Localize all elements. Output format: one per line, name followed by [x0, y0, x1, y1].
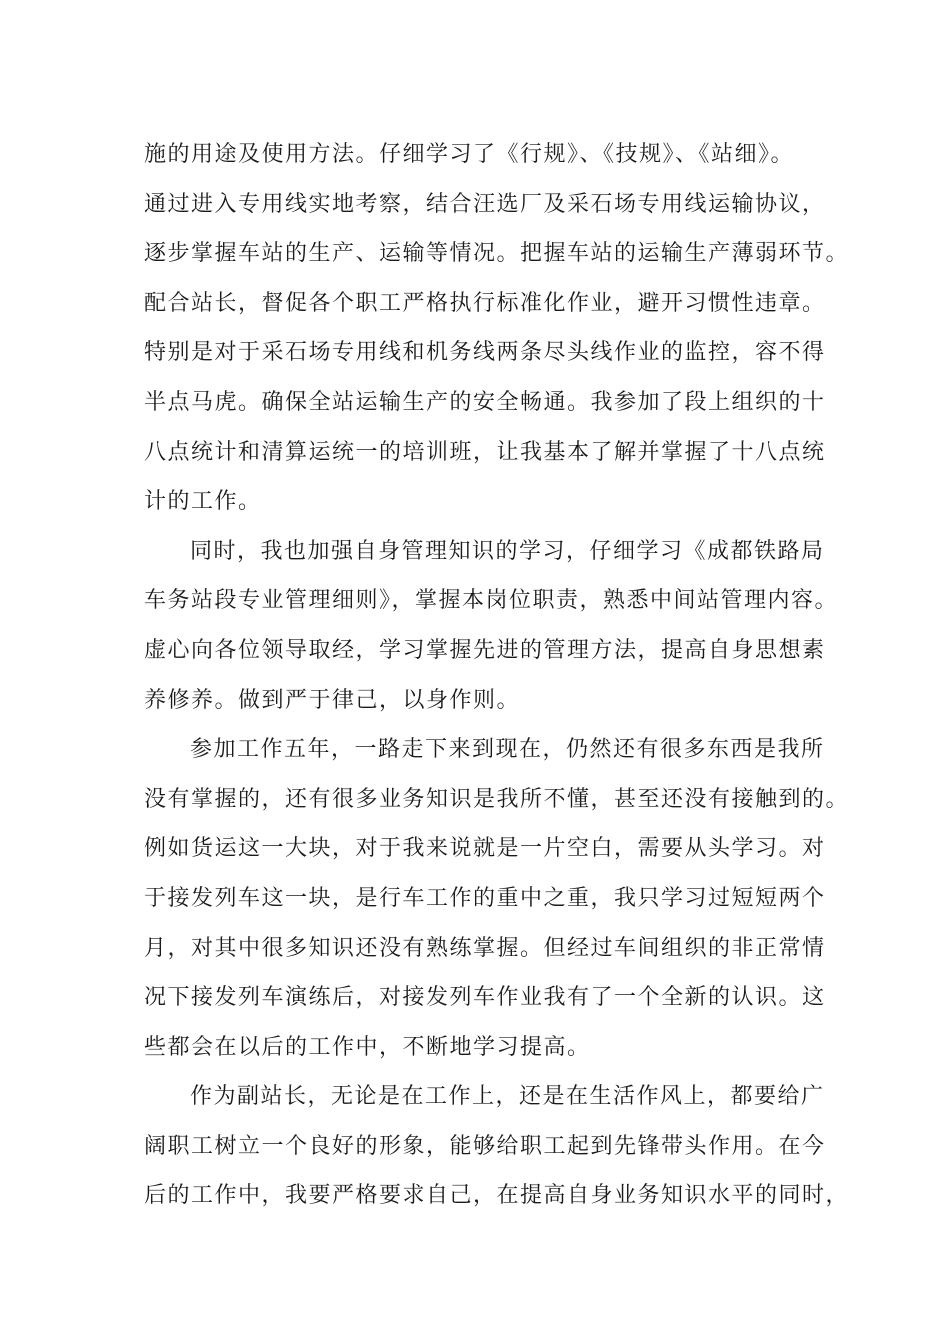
text-line: 通过进入专用线实地考察，结合汪选厂及采石场专用线运输协议，: [144, 191, 826, 217]
paragraph-first-line: 作为副站长，无论是在工作上，还是在生活作风上，都要给广: [190, 1084, 825, 1110]
text-line: 施的用途及使用方法。仔细学习了《行规》、《技规》、《站细》。: [144, 142, 795, 167]
paragraph-first-line: 参加工作五年，一路走下来到现在，仍然还有很多东西是我所: [190, 737, 825, 763]
text-line: 些都会在以后的工作中，不断地学习提高。: [144, 1034, 591, 1060]
text-line: 况下接发列车演练后，对接发列车作业我有了一个全新的认识。这: [144, 985, 826, 1011]
text-line: 没有掌握的，还有很多业务知识是我所不懂，甚至还没有接触到的。: [144, 786, 850, 812]
text-line: 配合站长，督促各个职工严格执行标准化作业，避开习惯性违章。: [144, 290, 826, 316]
text-line: 月，对其中很多知识还没有熟练掌握。但经过车间组织的非正常情: [144, 935, 826, 961]
text-line: 阔职工树立一个良好的形象，能够给职工起到先锋带头作用。在今: [144, 1133, 826, 1159]
text-line: 特别是对于采石场专用线和机务线两条尽头线作业的监控，容不得: [144, 340, 826, 366]
document-body: [144, 130, 850, 1221]
text-line: 后的工作中，我要严格要求自己，在提高自身业务知识水平的同时，: [144, 1183, 850, 1209]
text-line: 八点统计和清算运统一的培训班，让我基本了解并掌握了十八点统: [144, 439, 826, 465]
paragraph-first-line: 同时，我也加强自身管理知识的学习，仔细学习《成都铁路局: [190, 538, 825, 564]
text-line: 虚心向各位领导取经，学习掌握先进的管理方法，提高自身思想素: [144, 637, 826, 663]
text-line: 计的工作。: [144, 489, 262, 515]
text-line: 逐步掌握车站的生产、运输等情况。把握车站的运输生产薄弱环节。: [144, 241, 850, 267]
text-line: 车务站段专业管理细则》，掌握本岗位职责，熟悉中间站管理内容。: [144, 588, 839, 614]
text-line: 于接发列车这一块，是行车工作的重中之重，我只学习过短短两个: [144, 885, 826, 911]
text-line: 例如货运这一大块，对于我来说就是一片空白，需要从头学习。对: [144, 836, 826, 862]
text-line: 养修养。做到严于律己，以身作则。: [144, 687, 521, 713]
text-line: 半点马虎。确保全站运输生产的安全畅通。我参加了段上组织的十: [144, 389, 826, 415]
